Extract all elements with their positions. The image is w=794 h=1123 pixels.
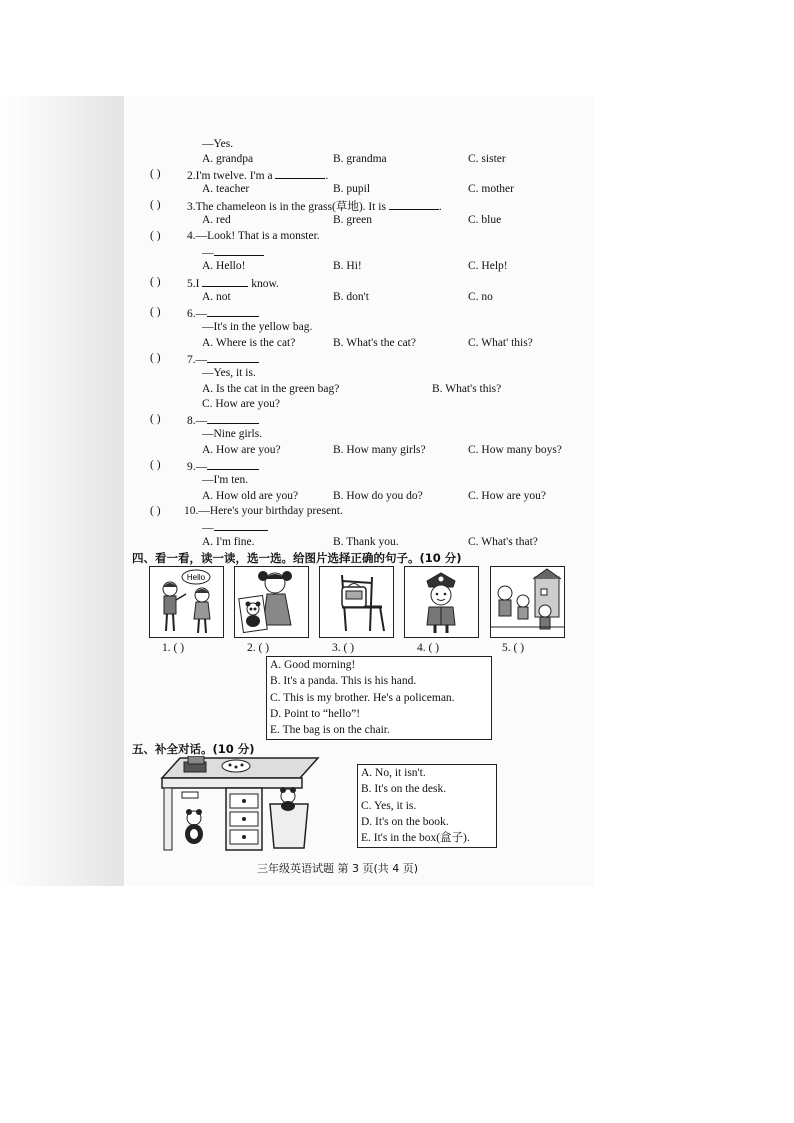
q3-text-end: . <box>438 201 442 213</box>
q10-option-c: C. What's that? <box>468 536 538 548</box>
q2-text-end: . <box>325 170 329 182</box>
q4-answer-parens[interactable]: ( ) <box>150 230 161 242</box>
q5-option-c: C. no <box>468 291 493 303</box>
section5-option-b: B. It's on the desk. <box>361 783 447 796</box>
q9-dash: — <box>195 461 208 473</box>
section4-option-c: C. This is my brother. He's a policeman. <box>270 691 455 704</box>
q10-number: 10. <box>184 505 199 517</box>
q5-text: I <box>195 278 200 290</box>
q4-blank <box>214 244 264 256</box>
picture-1-greeting <box>149 566 224 638</box>
q2-option-a: A. teacher <box>202 183 250 195</box>
q8-dash: — <box>195 415 208 427</box>
q6-stem <box>187 305 259 321</box>
q4-reply-line <box>202 244 264 260</box>
desk-scene-illustration <box>150 756 325 854</box>
section4-option-d: D. Point to “hello”! <box>270 707 361 720</box>
q3-number: 3. <box>187 201 196 213</box>
q5-stem <box>187 275 279 291</box>
q1-answer-line: —Yes. <box>202 138 234 150</box>
q5-option-a: A. not <box>202 291 231 303</box>
q8-reply-line: —Nine girls. <box>202 428 263 440</box>
section4-options-box <box>266 656 492 740</box>
q6-blank <box>207 305 259 317</box>
q10-blank <box>214 519 268 531</box>
q10-reply-line <box>202 519 268 535</box>
q7-reply-line: —Yes, it is. <box>202 367 256 379</box>
q4-dash: — <box>202 247 214 259</box>
q8-number: 8. <box>187 415 196 427</box>
q5-blank <box>202 275 248 287</box>
q7-option-b: B. What's this? <box>432 383 502 395</box>
q8-stem <box>187 412 259 428</box>
q6-option-b: B. What's the cat? <box>333 337 416 349</box>
q6-answer-parens[interactable]: ( ) <box>150 306 161 318</box>
q9-option-c: C. How are you? <box>468 490 546 502</box>
q8-option-a: A. How are you? <box>202 444 281 456</box>
section4-option-e: E. The bag is on the chair. <box>270 724 390 737</box>
picture-3-bag-chair <box>319 566 394 638</box>
q5-answer-parens[interactable]: ( ) <box>150 276 161 288</box>
picture-1-answer[interactable]: 1. ( ) <box>162 642 185 654</box>
q10-answer-parens[interactable]: ( ) <box>150 505 161 517</box>
section5-option-a: A. No, it isn't. <box>361 767 426 779</box>
section5-option-e: E. It's in the box(盒子). <box>361 832 470 845</box>
q9-reply-line: —I'm ten. <box>202 474 249 486</box>
q6-option-c: C. What' this? <box>468 337 533 349</box>
q4-option-b: B. Hi! <box>333 260 362 272</box>
section4-option-b: B. It's a panda. This is his hand. <box>270 675 417 688</box>
section5-option-c: C. Yes, it is. <box>361 799 417 812</box>
picture-5-answer[interactable]: 5. ( ) <box>502 642 525 654</box>
q4-stem <box>187 229 320 243</box>
section5-options-box <box>357 764 497 848</box>
page-footer: 三年级英语试题 第 3 页(共 4 页) <box>257 862 419 875</box>
picture-3-answer[interactable]: 3. ( ) <box>332 642 355 654</box>
q2-text: I'm twelve. I'm a <box>195 170 273 182</box>
q9-blank <box>207 458 259 470</box>
q1-option-a: A. grandpa <box>202 153 254 165</box>
girl-panda-illustration <box>235 567 308 637</box>
q8-answer-parens[interactable]: ( ) <box>150 413 161 425</box>
q9-number: 9. <box>187 461 196 473</box>
q4-option-c: C. Help! <box>468 260 508 272</box>
q5-option-b: B. don't <box>333 291 369 303</box>
q3-option-c: C. blue <box>468 214 502 226</box>
q7-number: 7. <box>187 354 196 366</box>
q9-answer-parens[interactable]: ( ) <box>150 459 161 471</box>
q3-option-a: A. red <box>202 214 231 226</box>
q2-blank <box>275 167 325 179</box>
q10-option-b: B. Thank you. <box>333 536 399 548</box>
q6-number: 6. <box>187 308 196 320</box>
q8-blank <box>207 412 259 424</box>
morning-scene-illustration <box>491 567 564 637</box>
picture-5-morning <box>490 566 565 638</box>
desk-scene-picture <box>150 756 325 854</box>
q3-text: The chameleon is in the grass(草地). It is <box>195 201 386 213</box>
picture-4-policeman <box>404 566 479 638</box>
section4-option-a: A. Good morning! <box>270 659 356 671</box>
q5-text-end: know. <box>251 278 279 290</box>
q3-blank <box>389 198 439 210</box>
q6-reply-line: —It's in the yellow bag. <box>202 321 313 333</box>
q9-option-a: A. How old are you? <box>202 490 299 502</box>
picture-2-panda <box>234 566 309 638</box>
q8-option-b: B. How many girls? <box>333 444 426 456</box>
q7-answer-parens[interactable]: ( ) <box>150 352 161 364</box>
section4-title: 四、看一看，读一读，选一选。给图片选择正确的句子。(10 分) <box>132 551 462 565</box>
speech-bubble-text: Hello <box>186 573 206 582</box>
q10-option-a: A. I'm fine. <box>202 536 255 548</box>
q4-option-a: A. Hello! <box>202 260 246 272</box>
q5-number: 5. <box>187 278 196 290</box>
q6-option-a: A. Where is the cat? <box>202 337 296 349</box>
q2-stem <box>187 167 328 183</box>
q3-answer-parens[interactable]: ( ) <box>150 199 161 211</box>
q2-answer-parens[interactable]: ( ) <box>150 168 161 180</box>
q10-dash: — <box>202 522 214 534</box>
picture-4-answer[interactable]: 4. ( ) <box>417 642 440 654</box>
q4-text: —Look! That is a monster. <box>195 230 320 242</box>
q9-stem <box>187 458 259 474</box>
q7-option-a: A. Is the cat in the green bag? <box>202 383 340 395</box>
q3-stem <box>187 198 442 214</box>
q2-option-b: B. pupil <box>333 183 371 195</box>
q4-number: 4. <box>187 230 196 242</box>
q3-option-b: B. green <box>333 214 372 226</box>
q1-option-c: C. sister <box>468 153 506 165</box>
q2-number: 2. <box>187 170 196 182</box>
q9-option-b: B. How do you do? <box>333 490 423 502</box>
kids-hello-illustration <box>150 567 223 637</box>
q8-option-c: C. How many boys? <box>468 444 562 456</box>
q2-option-c: C. mother <box>468 183 514 195</box>
q7-option-c: C. How are you? <box>202 398 280 410</box>
scan-shadow <box>0 96 124 886</box>
picture-2-answer[interactable]: 2. ( ) <box>247 642 270 654</box>
q1-option-b: B. grandma <box>333 153 387 165</box>
q7-dash: — <box>195 354 208 366</box>
q6-dash: — <box>195 308 208 320</box>
q10-text: —Here's your birthday present. <box>198 505 343 517</box>
q7-blank <box>207 351 259 363</box>
q7-stem <box>187 351 259 367</box>
section5-title: 五、补全对话。(10 分) <box>132 742 255 756</box>
policeman-illustration <box>405 567 478 637</box>
bag-on-chair-illustration <box>320 567 393 637</box>
q10-stem <box>184 504 343 518</box>
section5-option-d: D. It's on the book. <box>361 815 449 828</box>
